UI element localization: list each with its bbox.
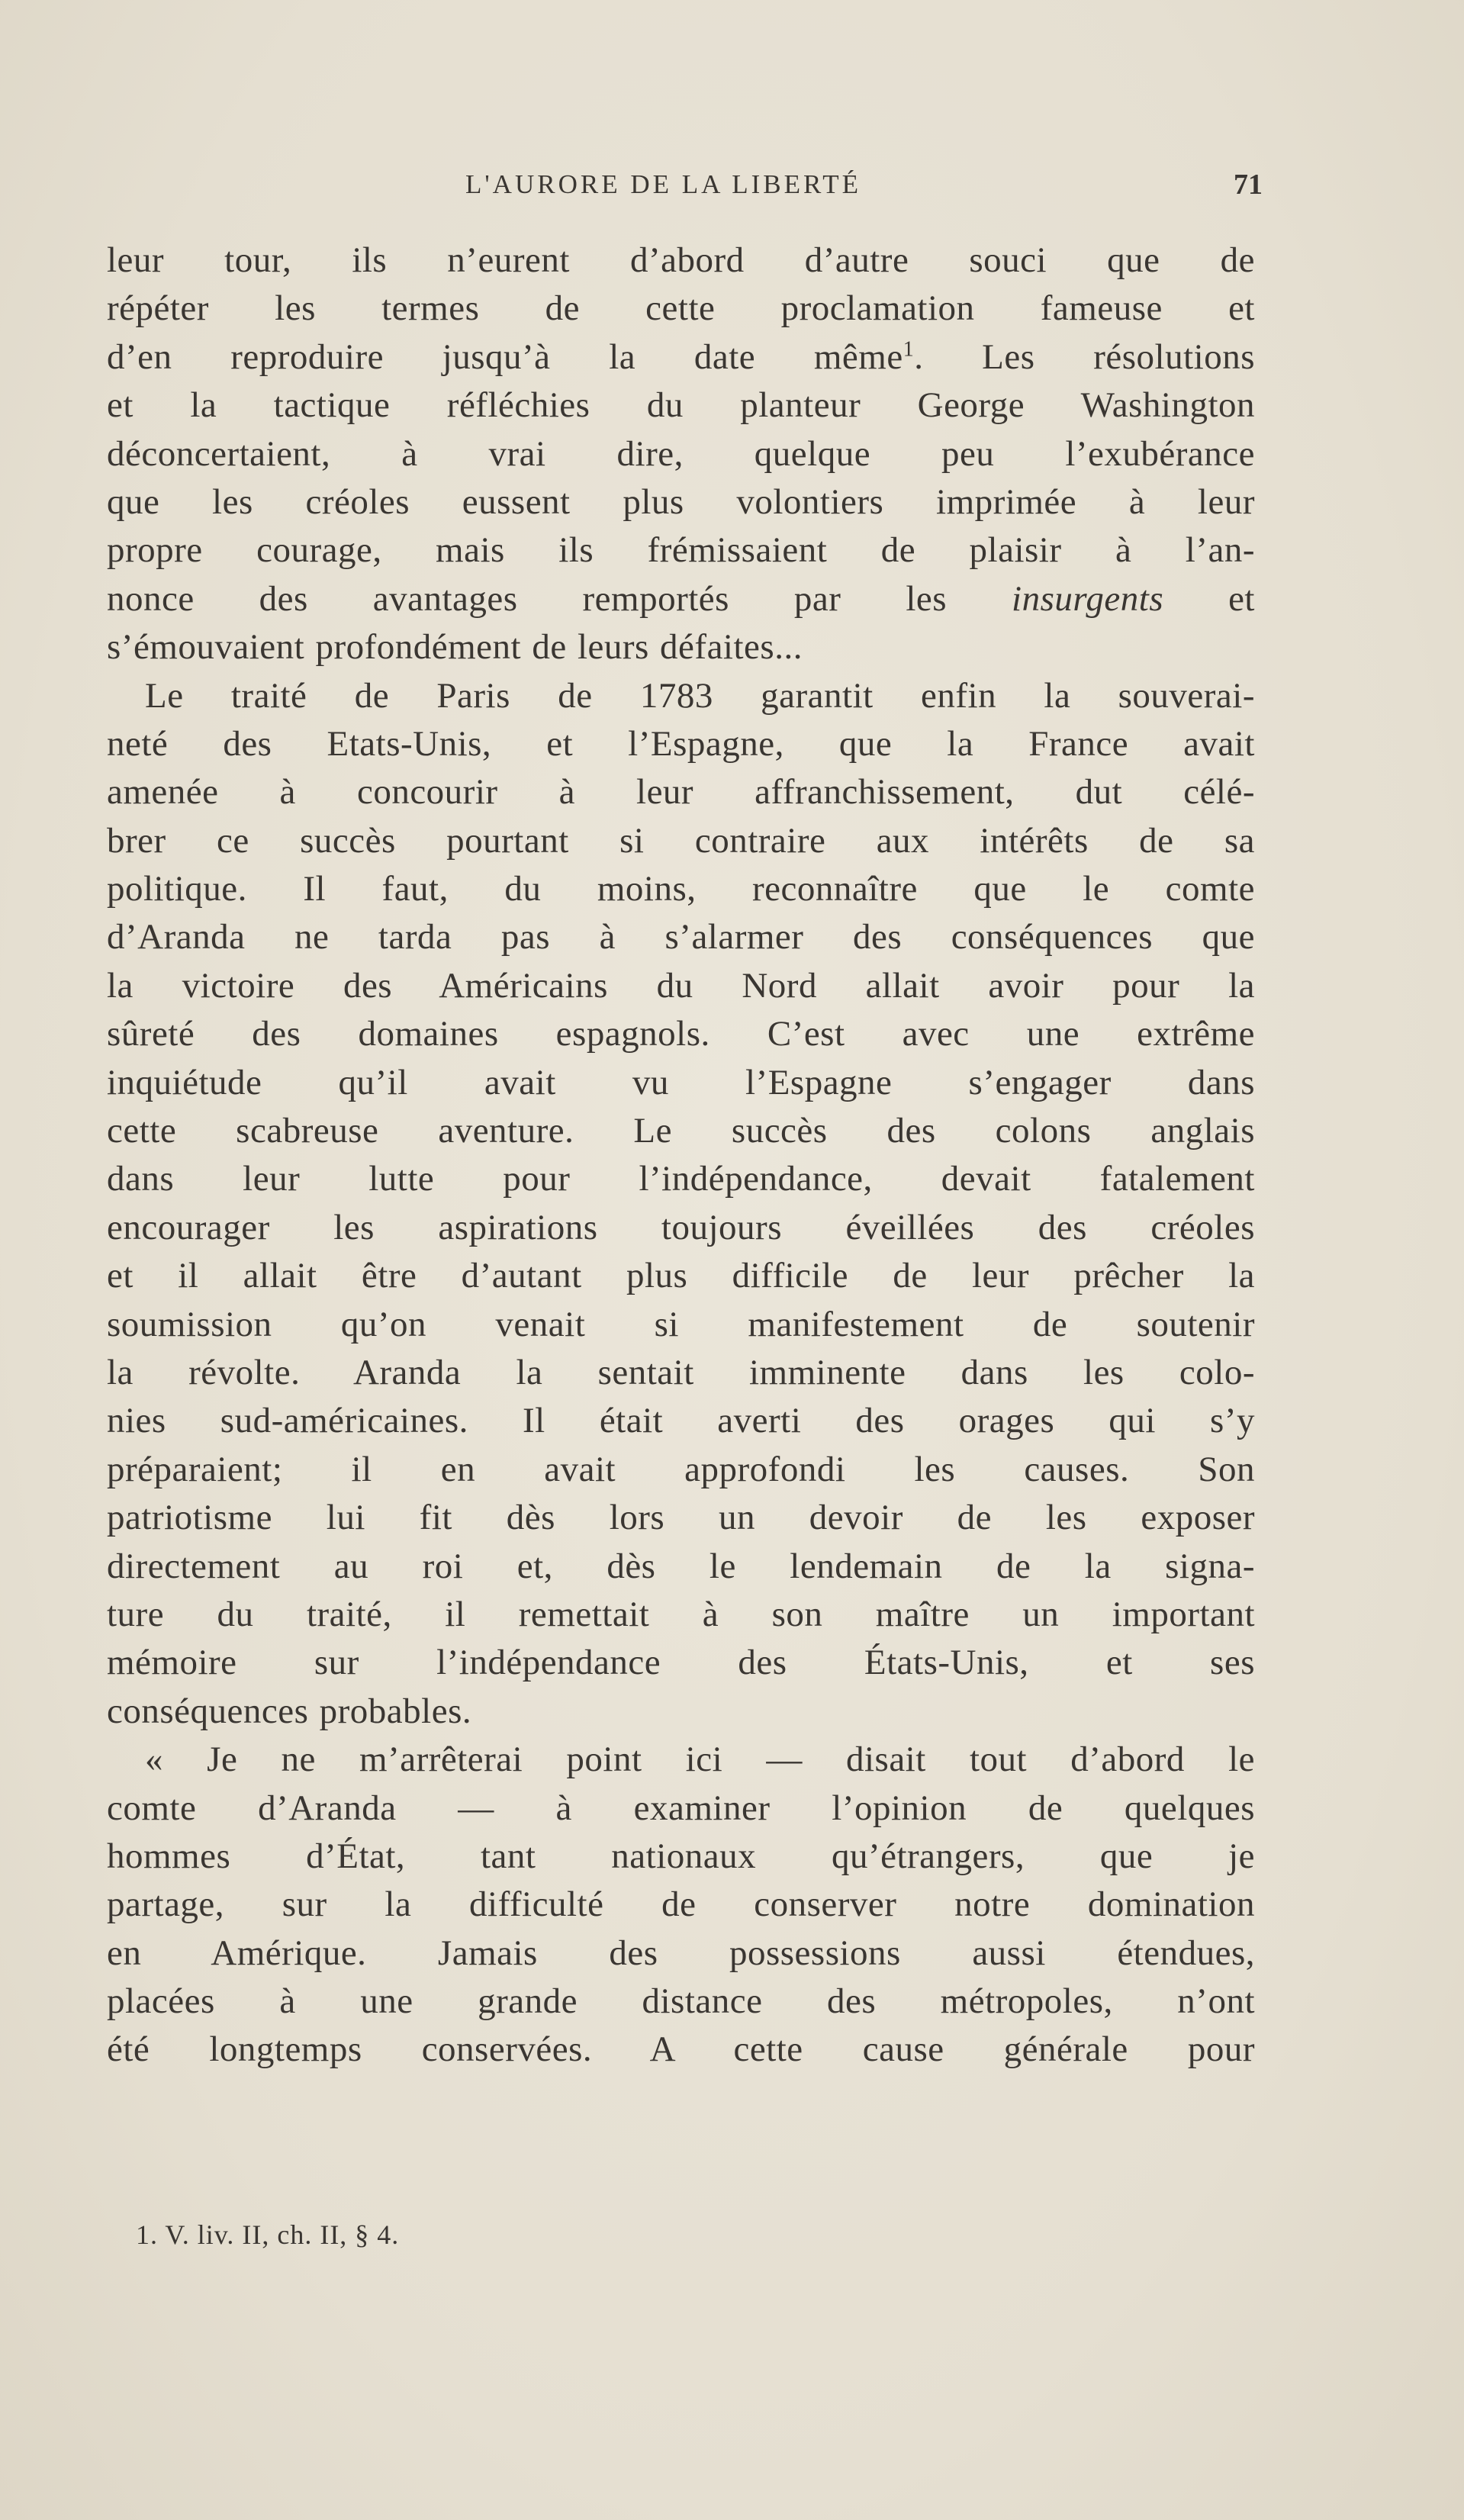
text-line: préparaient; il en avait approfondi les causes. Son bbox=[107, 1449, 1255, 1489]
italic-word: insurgents bbox=[1012, 578, 1164, 619]
text-line: la victoire des Américains du Nord allait avoir pour la bbox=[107, 965, 1255, 1006]
text-line: et il allait être d’autant plus difficile de leur prêcher la bbox=[107, 1256, 1255, 1296]
running-head bbox=[107, 163, 1263, 209]
text-fragment: d’en reproduire jusqu’à la date même bbox=[107, 336, 903, 377]
text-line: et la tactique réfléchies du planteur George Washington bbox=[107, 385, 1255, 426]
text-line: leur tour, ils n’eurent d’abord d’autre souci que de bbox=[107, 240, 1255, 280]
text-line: partage, sur la difficulté de conserver notre domination bbox=[107, 1884, 1255, 1925]
text-line: ture du traité, il remettait à son maître un important bbox=[107, 1594, 1255, 1634]
text-line: politique. Il faut, du moins, reconnaître que le comte bbox=[107, 869, 1255, 909]
text-fragment: . Les résolutions bbox=[914, 336, 1255, 377]
text-line bbox=[107, 333, 1255, 381]
page-number: 71 bbox=[1234, 169, 1263, 201]
text-line: neté des Etats-Unis, et l’Espagne, que la France avait bbox=[107, 723, 1255, 764]
text-line: directement au roi et, dès le lendemain de la signa- bbox=[107, 1546, 1255, 1586]
text-line: conséquences probables. bbox=[107, 1691, 472, 1731]
text-line: inquiétude qu’il avait vu l’Espagne s’engager dans bbox=[107, 1062, 1255, 1102]
body-text bbox=[107, 237, 1255, 2074]
text-line: s’émouvaient profondément de leurs défaites... bbox=[107, 627, 803, 668]
text-line: patriotisme lui fit dès lors un devoir de les exposer bbox=[107, 1498, 1255, 1538]
text-line: brer ce succès pourtant si contraire aux intérêts de sa bbox=[107, 820, 1255, 861]
text-line: placées à une grande distance des métropoles, n’ont bbox=[107, 1981, 1255, 2022]
text-line: sûreté des domaines espagnols. C’est avec une extrême bbox=[107, 1014, 1255, 1054]
text-line: été longtemps conservées. A cette cause générale pour bbox=[107, 2029, 1255, 2070]
text-line bbox=[107, 575, 1255, 623]
text-line: propre courage, mais ils frémissaient de plaisir à l’an- bbox=[107, 530, 1255, 571]
text-line: dans leur lutte pour l’indépendance, devait fatalement bbox=[107, 1159, 1255, 1199]
text-line: cette scabreuse aventure. Le succès des colons anglais bbox=[107, 1111, 1255, 1151]
text-line: soumission qu’on venait si manifestement de soutenir bbox=[107, 1304, 1255, 1344]
text-line: comte d’Aranda — à examiner l’opinion de quelques bbox=[107, 1788, 1255, 1828]
text-line: hommes d’État, tant nationaux qu’étrangers, que je bbox=[107, 1836, 1255, 1876]
text-line: encourager les aspirations toujours éveillées des créoles bbox=[107, 1207, 1255, 1247]
text-line: la révolte. Aranda la sentait imminente dans les colo- bbox=[107, 1352, 1255, 1392]
text-line: Le traité de Paris de 1783 garantit enfin la souverai- bbox=[145, 675, 1255, 716]
footnote: 1. V. liv. II, ch. II, § 4. bbox=[136, 2219, 400, 2250]
text-line: déconcertaient, à vrai dire, quelque peu l’exubérance bbox=[107, 433, 1255, 474]
text-line: « Je ne m’arrêterai point ici — disait tout d’abord le bbox=[145, 1740, 1255, 1780]
running-title: L'AURORE DE LA LIBERTÉ bbox=[465, 169, 861, 199]
footnote-mark: 1 bbox=[903, 337, 915, 362]
text-line: amenée à concourir à leur affranchissement, dut célé- bbox=[107, 772, 1255, 813]
text-line: d’Aranda ne tarda pas à s’alarmer des conséquences que bbox=[107, 917, 1255, 957]
text-fragment: et bbox=[1163, 578, 1255, 619]
text-line: que les créoles eussent plus volontiers imprimée à leur bbox=[107, 481, 1255, 522]
text-line: nies sud-américaines. Il était averti des orages qui s’y bbox=[107, 1401, 1255, 1441]
text-line: en Amérique. Jamais des possessions aussi étendues, bbox=[107, 1933, 1255, 1973]
text-line: mémoire sur l’indépendance des États-Unis, et ses bbox=[107, 1643, 1255, 1683]
text-fragment: nonce des avantages remportés par les bbox=[107, 578, 948, 619]
text-line: répéter les termes de cette proclamation fameuse et bbox=[107, 288, 1255, 329]
